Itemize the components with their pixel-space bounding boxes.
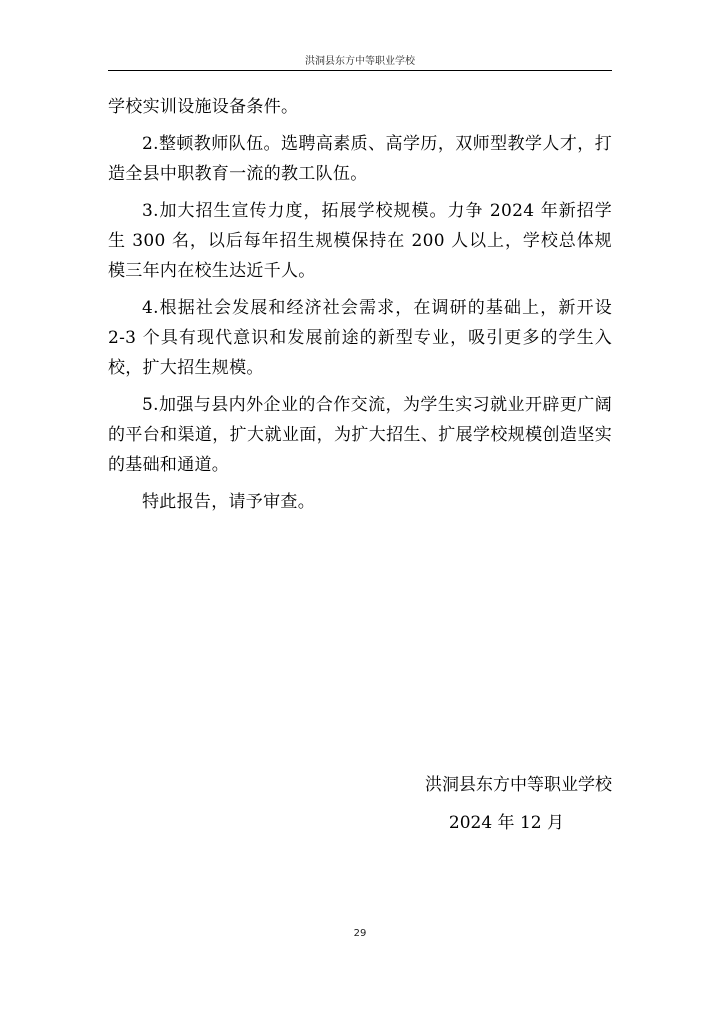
header-rule [108,70,612,71]
document-body [108,92,612,524]
signature-date: 2024 年 12 月 [448,813,564,833]
page-number: 29 [353,928,367,939]
signature-organization: 洪洞县东方中等职业学校 [425,775,612,795]
page-header: 洪洞县东方中等职业学校 [305,56,415,67]
signature-block [425,770,612,846]
paragraph-item-4: 4.根据社会发展和经济社会需求，在调研的基础上，新开设 2-3 个具有现代意识和发展前途的新型专业，吸引更多的学生入校，扩大招生规模。 [108,298,612,378]
paragraph-item-3: 3.加大招生宣传力度，拓展学校规模。力争 2024 年新招学生 300 名，以后每年招生规模保持在 200 人以上，学校总体规模三年内在校生达近千人。 [108,201,612,281]
paragraph-item-5: 5.加强与县内外企业的合作交流，为学生实习就业开辟更广阔的平台和渠道，扩大就业面，为扩大招生、扩展学校规模创造坚实的基础和通道。 [108,395,612,475]
paragraph-continuation: 学校实训设施设备条件。 [108,97,299,117]
paragraph-item-2: 2.整顿教师队伍。选聘高素质、高学历，双师型教学人才，打造全县中职教育一流的教工队伍。 [108,134,612,184]
closing-remark: 特此报告，请予审查。 [142,492,315,512]
